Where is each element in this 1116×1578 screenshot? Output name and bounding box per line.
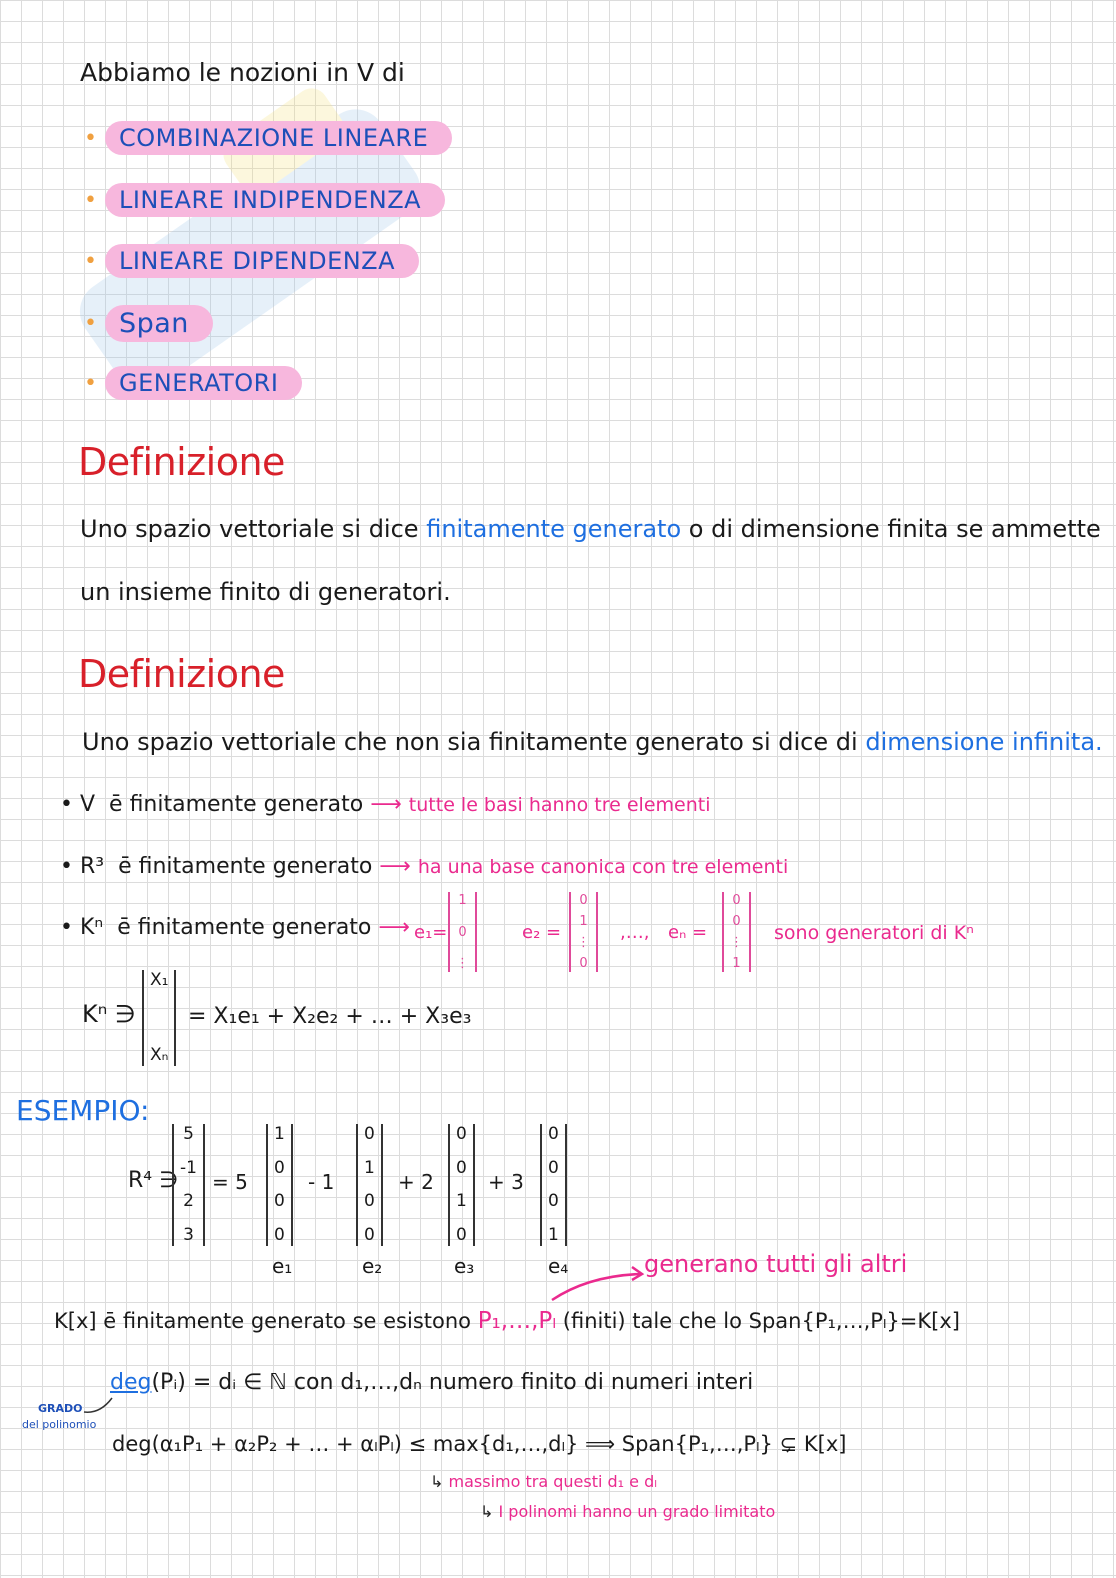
bullet-item: [84, 118, 452, 158]
vector-entry: 0: [579, 956, 588, 971]
example-lhs: R³: [79, 854, 105, 879]
vector-entry: 1: [456, 1191, 467, 1212]
bullet-label: COMBINAZIONE LINEARE: [105, 121, 452, 155]
example-rhs: tutte le basi hanno tre elementi: [408, 794, 711, 816]
vector-entry: 2: [183, 1191, 194, 1212]
esempio-label: ESEMPIO:: [16, 1094, 150, 1127]
vector-entry: ⋮: [730, 935, 743, 950]
esempio-coef: + 3: [488, 1170, 524, 1194]
basis-vector-name: e₁: [272, 1254, 293, 1278]
annotation-text: I polinomi hanno un grado limitato: [498, 1502, 776, 1521]
bullet-dot-icon: •: [84, 187, 97, 213]
basis-vector-name: e₄: [548, 1254, 569, 1278]
annotation-note: [430, 1472, 657, 1491]
example-row: • Kⁿ ē finitamente generato ⟶: [60, 915, 410, 940]
definition-text: un insieme finito di generatori.: [80, 578, 451, 606]
esempio-coef: - 1: [308, 1170, 335, 1194]
vector-entry: 0: [274, 1157, 285, 1178]
definition-highlight: dimensione infinita.: [865, 728, 1103, 756]
esempio-coef: = 5: [212, 1170, 248, 1194]
vector-entry: X₁: [150, 970, 169, 990]
example-row: • R³ ē finitamente generato ⟶ ha una base canonica con tre elementi: [60, 854, 789, 879]
curved-arrow-icon: [548, 1262, 648, 1306]
definition-text-part: o di dimensione finita se ammette: [688, 515, 1101, 543]
annotation-note: generano tutti gli altri: [644, 1250, 908, 1278]
vector-entry: Xₙ: [150, 1045, 169, 1065]
vector-entry: 0: [732, 914, 741, 929]
vector-entry: 1: [364, 1157, 375, 1178]
basis-vector: [448, 1124, 475, 1246]
vector-entry: 0: [548, 1124, 559, 1144]
vector-entry: 0: [579, 893, 588, 908]
definition-text: [80, 515, 1101, 543]
bullet-dot-icon: •: [84, 310, 97, 336]
vector-entry: 0: [274, 1191, 285, 1212]
poly-text-part: K[x] ē finitamente generato se esistono: [54, 1309, 471, 1333]
vector-entry: 1: [458, 893, 467, 908]
bullet-item: [84, 180, 445, 220]
bullet-item: [84, 241, 419, 281]
formula-lhs: Kⁿ ∋: [82, 1000, 136, 1028]
poly-formula: deg(α₁P₁ + α₂P₂ + … + αₗPₗ) ≤ max{d₁,…,dₗ} ⟹ Span{P₁,…,Pₗ} ⊊ K[x]: [112, 1432, 847, 1456]
basis-vector-en: [722, 892, 751, 972]
vector-entry: 0: [458, 924, 467, 940]
poly-text-part: (finiti) tale che lo Span{P₁,…,Pₗ}=K[x]: [562, 1309, 960, 1333]
example-mid: ē finitamente generato: [118, 854, 373, 879]
vector-entry: ⋮: [456, 956, 469, 971]
vector-entry: 0: [456, 1224, 467, 1245]
vector-entry: 0: [456, 1157, 467, 1178]
vector-label: e₂ =: [522, 922, 562, 943]
example-mid: ē finitamente generato: [117, 915, 372, 940]
vector-label: eₙ =: [668, 922, 708, 943]
poly-text-part: (Pᵢ) = dᵢ ∈ ℕ con d₁,…,dₙ numero finito di numeri interi: [151, 1370, 754, 1395]
bullet-item: [84, 363, 302, 403]
definition-title: Definizione: [78, 652, 285, 696]
intro-text: Abbiamo le nozioni in V di: [80, 58, 405, 87]
esempio-lhs: R⁴ ∋: [128, 1168, 179, 1193]
poly-highlight: P₁,…,Pₗ: [477, 1308, 557, 1334]
basis-vector-name: e₃: [454, 1254, 475, 1278]
definition-text-part: Uno spazio vettoriale si dice: [80, 515, 419, 543]
vector-entry: 0: [456, 1124, 467, 1144]
vector-entry: 0: [364, 1224, 375, 1245]
hook-arrow-icon: ↳: [430, 1472, 444, 1491]
bullet-dot-icon: •: [84, 125, 97, 151]
generic-vector: [142, 970, 176, 1066]
vector-label: e₁=: [414, 922, 448, 943]
definition-title: Definizione: [78, 440, 285, 484]
example-row: • V ē finitamente generato ⟶ tutte le basi hanno tre elementi: [60, 792, 711, 817]
annotation-text: massimo tra questi d₁ e dₗ: [448, 1472, 657, 1491]
vector-entry: -1: [180, 1157, 197, 1178]
vector-entry: 5: [183, 1124, 194, 1144]
vector-entry: 0: [548, 1191, 559, 1212]
example-lhs: Kⁿ: [79, 915, 104, 940]
definition-text: [82, 728, 1103, 756]
vector-entry: 0: [364, 1191, 375, 1212]
example-rhs: sono generatori di Kⁿ: [774, 922, 974, 944]
vector-entry: 1: [579, 914, 588, 929]
arrow-icon: ⟶: [370, 792, 402, 817]
example-lhs: V: [79, 792, 96, 817]
annotation-note: [480, 1502, 775, 1521]
bullet-label: Span: [105, 305, 213, 342]
bullet-label: LINEARE INDIPENDENZA: [105, 183, 445, 217]
vector-entry: 0: [364, 1124, 375, 1144]
bullet-item: [84, 303, 213, 343]
bullet-label: LINEARE DIPENDENZA: [105, 244, 419, 278]
poly-text: [110, 1370, 753, 1395]
bullet-dot-icon: •: [84, 370, 97, 396]
hook-arrow-icon: ↳: [480, 1502, 494, 1521]
basis-vector: [266, 1124, 293, 1246]
vector-entry: 0: [732, 893, 741, 908]
bullet-label: GENERATORI: [105, 366, 302, 400]
basis-vector-e2: [569, 892, 598, 972]
arrow-icon: ⟶: [379, 854, 411, 879]
vector-entry: 0: [274, 1224, 285, 1245]
bullet-dot-icon: •: [84, 248, 97, 274]
basis-vector: [540, 1124, 567, 1246]
vector-entry: 0: [548, 1157, 559, 1178]
vector-entry: 1: [274, 1124, 285, 1144]
basis-vector-name: e₂: [362, 1254, 383, 1278]
vector-entry: 1: [732, 956, 741, 971]
esempio-vector: [172, 1124, 205, 1246]
small-arrow-icon: [80, 1394, 120, 1418]
grado-sublabel: del polinomio: [22, 1418, 97, 1431]
esempio-coef: + 2: [398, 1170, 434, 1194]
vector-entry: 1: [548, 1224, 559, 1245]
basis-vector: [356, 1124, 383, 1246]
example-rhs: ha una base canonica con tre elementi: [417, 856, 789, 878]
basis-vector-e1: [448, 892, 477, 972]
vector-entry: 3: [183, 1224, 194, 1245]
formula-rhs: = X₁e₁ + X₂e₂ + … + X₃e₃: [188, 1004, 472, 1029]
grado-label: GRADO: [38, 1402, 83, 1415]
example-mid: ē finitamente generato: [109, 792, 364, 817]
definition-highlight: finitamente generato: [426, 515, 682, 543]
vector-dots: ,…,: [620, 922, 650, 943]
vector-entry: ⋮: [577, 935, 590, 950]
definition-text-part: Uno spazio vettoriale che non sia finitamente generato si dice di: [82, 728, 858, 756]
poly-text: [54, 1308, 960, 1334]
deg-highlight: deg: [110, 1370, 152, 1395]
arrow-icon: ⟶: [378, 915, 410, 940]
